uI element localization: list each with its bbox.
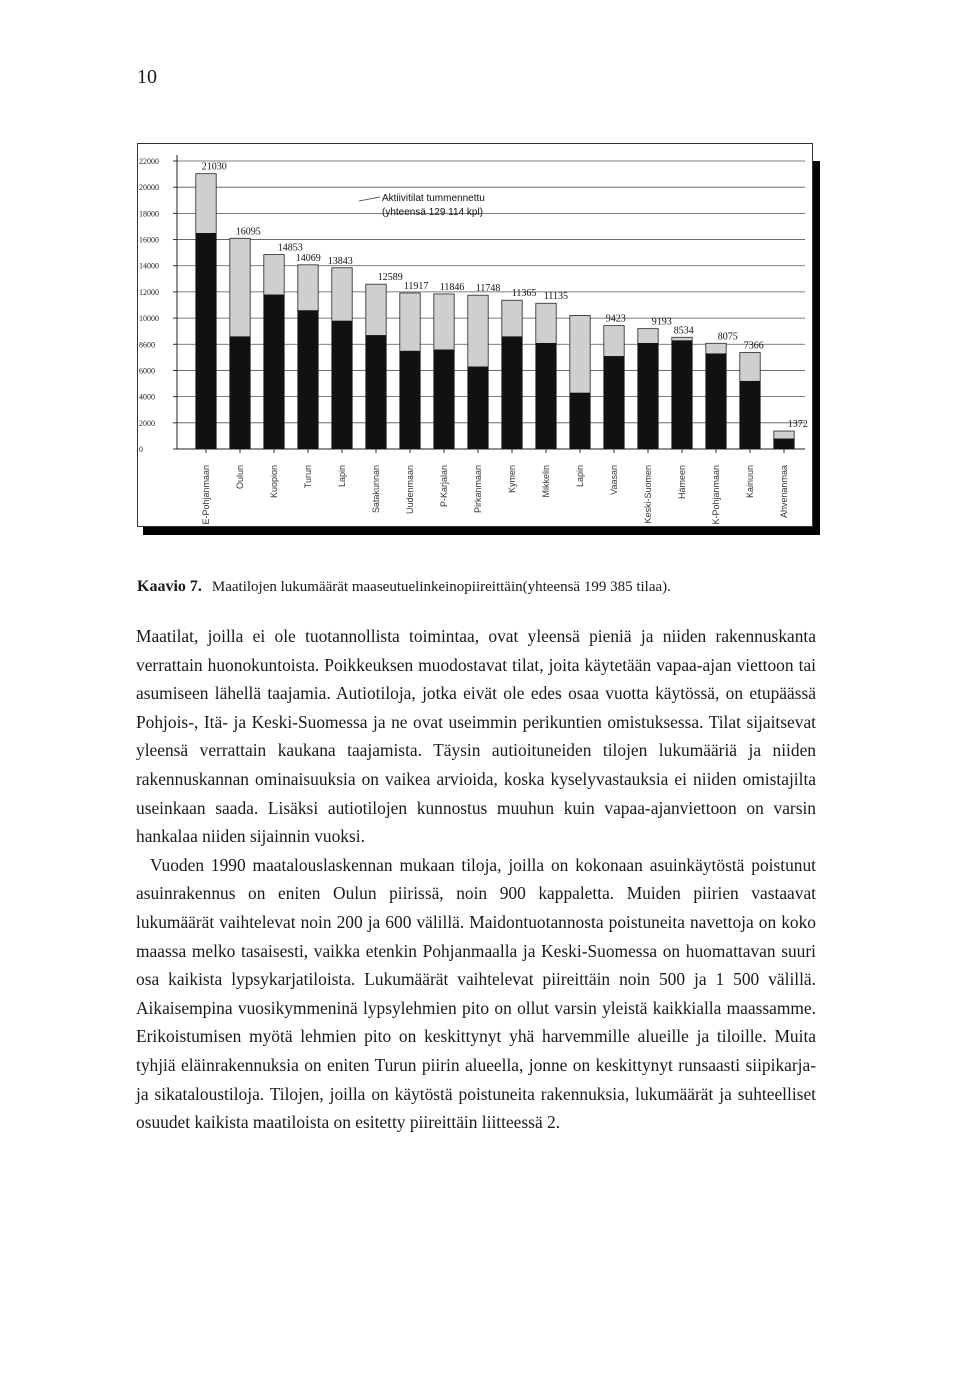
paragraph-1: Maatilat, joilla ei ole tuotannollista toimintaa, ovat yleensä pieniä ja niiden rakennuskanta verrattain huonokuntoista. Poikkeuksen muodostavat tilat, joita käytetään vapaa-ajan viettoon tai asumiseen lähellä taajamia. Autiotiloja, jotka eivät ole edes osaa vuotta käytössä, on etupäässä Pohjois-, Itä- ja Keski-Suomessa ja ne ovat useimmin perikuntien omistuksessa. Tilat sijaitsevat yleensä verrattain kaukana taajamista. Täysin autioituneiden tilojen lukumääriä ja niiden rakennuskannan ominaisuuksia on vaikea arvioida, koska kyselyvastauksia ei niiden omistajilta useinkaan saada. Lisäksi autiotilojen kunnostus muuhun kuin vapaa-ajanviettoon on varsin hankalaa niiden sijainnin vuoksi.	[136, 626, 816, 847]
figure-caption	[137, 578, 837, 596]
x-tick-label: Pirkanmaan	[473, 465, 483, 514]
bar-active	[774, 439, 794, 449]
x-tick-label: Mikkelin	[541, 465, 551, 498]
bar-active	[230, 336, 250, 449]
frame-shadow-right	[812, 161, 820, 535]
data-label: 8075	[717, 331, 738, 343]
chart-annotation-line1: Aktiivitilat tummennettu	[382, 193, 485, 204]
x-tick-label: Kainuun	[745, 465, 755, 499]
bar-active	[502, 336, 522, 449]
x-tick-label: Hämeen	[677, 465, 687, 500]
bar-active	[468, 367, 488, 449]
data-label: 7366	[743, 340, 764, 352]
bar-active	[706, 353, 726, 449]
data-label: 11846	[439, 281, 465, 293]
data-label: 1372	[787, 419, 808, 431]
y-tick-label: 4000	[139, 392, 155, 402]
y-tick-label: 14000	[139, 261, 159, 271]
page-number: 10	[137, 66, 157, 88]
y-tick-label: 16000	[139, 235, 159, 245]
bar-active	[264, 295, 284, 449]
bar-active	[196, 233, 216, 449]
bar-chart	[137, 143, 820, 535]
x-tick-label: K-Pohjanmaan	[711, 465, 721, 525]
data-label: 21030	[201, 161, 227, 173]
frame-shadow-bottom	[143, 527, 820, 535]
x-tick-label: Vaasan	[609, 465, 619, 495]
x-tick-label: Turun	[303, 465, 313, 489]
chart-svg	[137, 143, 820, 535]
x-tick-label: Kymen	[507, 465, 517, 494]
y-tick-label: 6000	[139, 366, 155, 376]
chart-annotation-line2: (yhteensä 129 114 kpl)	[382, 207, 483, 218]
x-tick-label: Uudenmaan	[405, 465, 415, 515]
data-label: 9193	[651, 316, 672, 328]
body-text	[136, 622, 816, 1137]
data-label: 12589	[377, 272, 403, 284]
data-label: 13843	[327, 255, 353, 267]
data-label: 11135	[543, 291, 569, 303]
x-tick-label: Keski-Suomen	[643, 465, 653, 524]
y-tick-label: 8600	[139, 340, 155, 350]
bar-active	[570, 393, 590, 449]
bar-active	[298, 310, 318, 449]
bar-active	[366, 335, 386, 449]
x-tick-label: Kuopion	[269, 465, 279, 499]
y-tick-label: 0	[139, 445, 143, 454]
bar-active	[740, 381, 760, 449]
y-tick-label: 20000	[139, 183, 159, 193]
data-label: 11917	[403, 280, 429, 292]
y-tick-label: 12000	[139, 287, 159, 297]
bar-active	[638, 343, 658, 449]
x-tick-label: Lapin	[337, 465, 347, 488]
y-tick-label: 18000	[139, 209, 159, 219]
bar-active	[400, 351, 420, 449]
data-label: 14853	[277, 242, 303, 254]
bar-active	[332, 321, 352, 449]
caption-label: Kaavio 7.	[137, 578, 202, 595]
x-tick-label: E-Pohjanmaan	[201, 465, 211, 525]
bar-active	[604, 356, 624, 449]
y-tick-label: 2000	[139, 418, 155, 428]
x-tick-label: Oulun	[235, 465, 245, 490]
data-label: 16095	[235, 226, 261, 238]
x-tick-label: Lapin	[575, 465, 585, 488]
y-tick-label: 22000	[139, 157, 159, 166]
bar-active	[672, 340, 692, 449]
bar-active	[434, 350, 454, 449]
data-label: 9423	[605, 313, 626, 325]
data-label: 14069	[295, 252, 321, 264]
data-label: 8534	[673, 325, 694, 337]
caption-text: Maatilojen lukumäärät maaseutuelinkeinopiireittäin(yhteensä 199 385 tilaa).	[211, 579, 671, 595]
paragraph-2: Vuoden 1990 maatalouslaskennan mukaan tiloja, joilla on kokonaan asuinkäytöstä poistunut asuinrakennus on eniten Oulun piirissä, noin 900 kappaletta. Muiden piirien vastaavat lukumäärät vaihtelevat noin 200 ja 600 välillä. Maidontuotannosta poistuneita navettoja on koko maassa melko tasaisesti, vaikka etenkin Pohjanmaalla ja Keski-Suomessa on huomattavan suuri osa kaikista lypsykarjatiloista. Lukumäärät vaihtelevat piireittäin noin 500 ja 1 500 välillä. Aikaisempina vuosikymmeninä lypsylehmien pito on ollut varsin yleistä kaikkialla maassamme. Erikoistumisen myötä lehmien pito on keskittynyt yhä harvemmille alueille ja tiloille. Muita tyhjiä eläinrakennuksia on eniten Turun piirin alueella, jonne on keskittynyt runsaasti siipikarja- ja sikataloustiloja. Tilojen, joilla on käytöstä poistuneita rakennuksia, lukumäärät ja suhteelliset osuudet kaikista maatiloista on esitetty piireittäin liitteessä 2.	[136, 854, 816, 1133]
x-tick-label: Ahvenanmaa	[779, 465, 789, 519]
bar-active	[536, 343, 556, 449]
x-tick-label: P-Karjalan	[439, 465, 449, 508]
data-label: 11365	[511, 288, 537, 300]
data-label: 11748	[475, 283, 501, 295]
y-tick-label: 10000	[139, 314, 159, 324]
x-tick-label: Satakunnan	[371, 465, 381, 514]
